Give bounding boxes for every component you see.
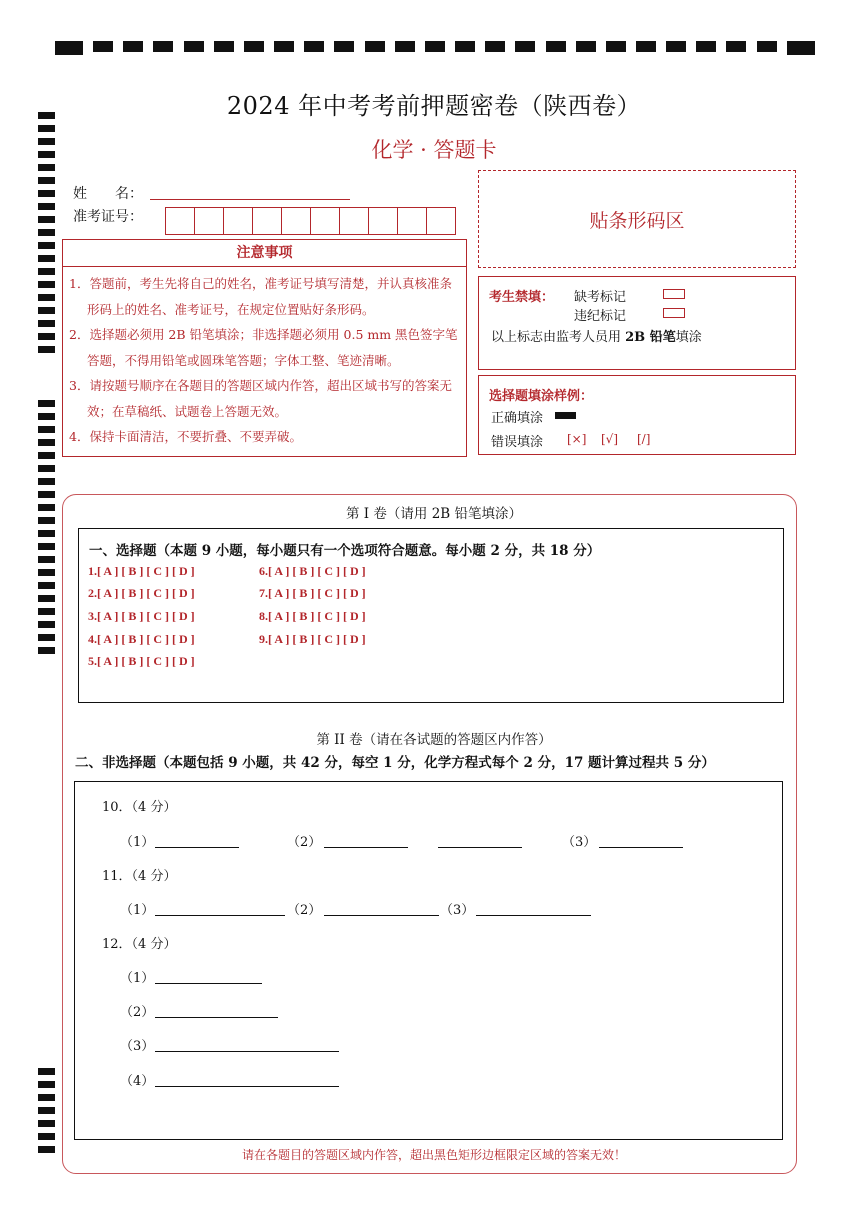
q10-part-2-label: （2） (287, 835, 322, 850)
q12-part-1-label: （1） (120, 971, 155, 986)
forbid-label: 考生禁填： (489, 290, 555, 305)
q10-part-3-label: （3） (562, 835, 597, 850)
page-title: 2024 年中考考前押题密卷（陕西卷） (226, 92, 642, 120)
choice-row-2[interactable]: 2.[ A ] [ B ] [ C ] [ D ] (88, 586, 195, 600)
q12-blank-3[interactable] (155, 1051, 339, 1052)
q12-blank-4[interactable] (155, 1086, 339, 1087)
choice-row-1[interactable]: 1.[ A ] [ B ] [ C ] [ D ] (88, 564, 195, 578)
part1-title: 第 I 卷（请用 2B 铅笔填涂） (345, 506, 522, 522)
question-12-label: 12．（4 分） (102, 937, 177, 952)
choice-row-8[interactable]: 8.[ A ] [ B ] [ C ] [ D ] (259, 609, 366, 623)
forbid-note: 以上标志由监考人员用 2B 铅笔填涂 (491, 330, 702, 345)
timing-marks-top (55, 41, 815, 55)
wrong-mark-slash: [/] (637, 432, 651, 446)
wrong-fill-label: 错误填涂 (491, 435, 544, 450)
correct-fill-mark (555, 412, 576, 419)
free-response-box (74, 781, 783, 1140)
notice-title: 注意事项 (63, 240, 466, 267)
multiple-choice-box (78, 528, 784, 703)
q11-part-3-label: （3） (440, 903, 475, 918)
footer-warning: 请在各题目的答题区域内作答，超出黑色矩形边框限定区域的答案无效！ (241, 1148, 626, 1162)
notice-item: 4．保持卡面清洁，不要折叠、不要弄破。 (69, 429, 302, 444)
sample-label: 选择题填涂样例： (489, 389, 594, 404)
timing-marks-left-middle (38, 400, 55, 660)
subject-subtitle: 化学 · 答题卡 (371, 138, 497, 162)
q12-blank-2[interactable] (155, 1017, 278, 1018)
choice-row-6[interactable]: 6.[ A ] [ B ] [ C ] [ D ] (259, 564, 366, 578)
wrong-mark-x: [×] (567, 432, 587, 446)
notice-box (62, 239, 467, 457)
q10-blank-1[interactable] (155, 847, 239, 848)
name-label: 姓 名： (73, 186, 143, 202)
q10-blank-2b[interactable] (438, 847, 522, 848)
name-field[interactable] (150, 199, 350, 200)
section2-heading: 二、非选择题（本题包括 9 小题，共 42 分，每空 1 分，化学方程式每个 2 分，17 题计算过程共 5 分） (75, 755, 715, 771)
q10-blank-3[interactable] (599, 847, 683, 848)
q11-part-2-label: （2） (287, 903, 322, 918)
notice-item: 1．答题前，考生先将自己的姓名，准考证号填写清楚，并认真核准条形码上的姓名、准考证号，在规定位置贴好条形码。 (69, 276, 452, 317)
correct-fill-label: 正确填涂 (491, 411, 544, 426)
fill-sample-box (478, 375, 796, 455)
q10-blank-2[interactable] (324, 847, 408, 848)
barcode-area (478, 170, 796, 268)
part2-title: 第 II 卷（请在各试题的答题区内作答） (316, 732, 552, 748)
absent-mark-box[interactable] (663, 289, 685, 299)
choice-row-3[interactable]: 3.[ A ] [ B ] [ C ] [ D ] (88, 609, 195, 623)
id-label: 准考证号： (73, 209, 143, 225)
choice-row-4[interactable]: 4.[ A ] [ B ] [ C ] [ D ] (88, 632, 195, 646)
proctor-mark-box (478, 276, 796, 370)
q11-part-1-label: （1） (120, 903, 155, 918)
question-10-label: 10．（4 分） (102, 800, 177, 815)
question-11-label: 11．（4 分） (102, 869, 177, 884)
id-number-boxes[interactable] (166, 207, 456, 235)
choice-row-9[interactable]: 9.[ A ] [ B ] [ C ] [ D ] (259, 632, 366, 646)
choice-row-5[interactable]: 5.[ A ] [ B ] [ C ] [ D ] (88, 654, 195, 668)
barcode-label: 贴条形码区 (589, 209, 685, 232)
notice-item: 3．请按题号顺序在各题目的答题区域内作答，超出区域书写的答案无效；在草稿纸、试题卷上答题无效。 (69, 378, 452, 419)
q12-part-4-label: （4） (120, 1074, 155, 1089)
q11-blank-1[interactable] (155, 915, 285, 916)
q12-part-3-label: （3） (120, 1039, 155, 1054)
notice-item: 2．选择题必须用 2B 铅笔填涂；非选择题必须用 0.5 mm 黑色签字笔答题，不得用铅笔或圆珠笔答题；字体工整、笔迹清晰。 (69, 327, 458, 368)
violation-mark-box[interactable] (663, 308, 685, 318)
choice-row-7[interactable]: 7.[ A ] [ B ] [ C ] [ D ] (259, 586, 366, 600)
q12-blank-1[interactable] (155, 983, 262, 984)
absent-mark-label: 缺考标记 (574, 290, 627, 305)
section1-heading: 一、选择题（本题 9 小题，每小题只有一个选项符合题意。每小题 2 分，共 18 分） (89, 543, 601, 559)
wrong-mark-check: [√] (601, 432, 619, 446)
q11-blank-2[interactable] (324, 915, 439, 916)
q10-part-1-label: （1） (120, 835, 155, 850)
q11-blank-3[interactable] (476, 915, 591, 916)
q12-part-2-label: （2） (120, 1005, 155, 1020)
violation-mark-label: 违纪标记 (574, 309, 627, 324)
